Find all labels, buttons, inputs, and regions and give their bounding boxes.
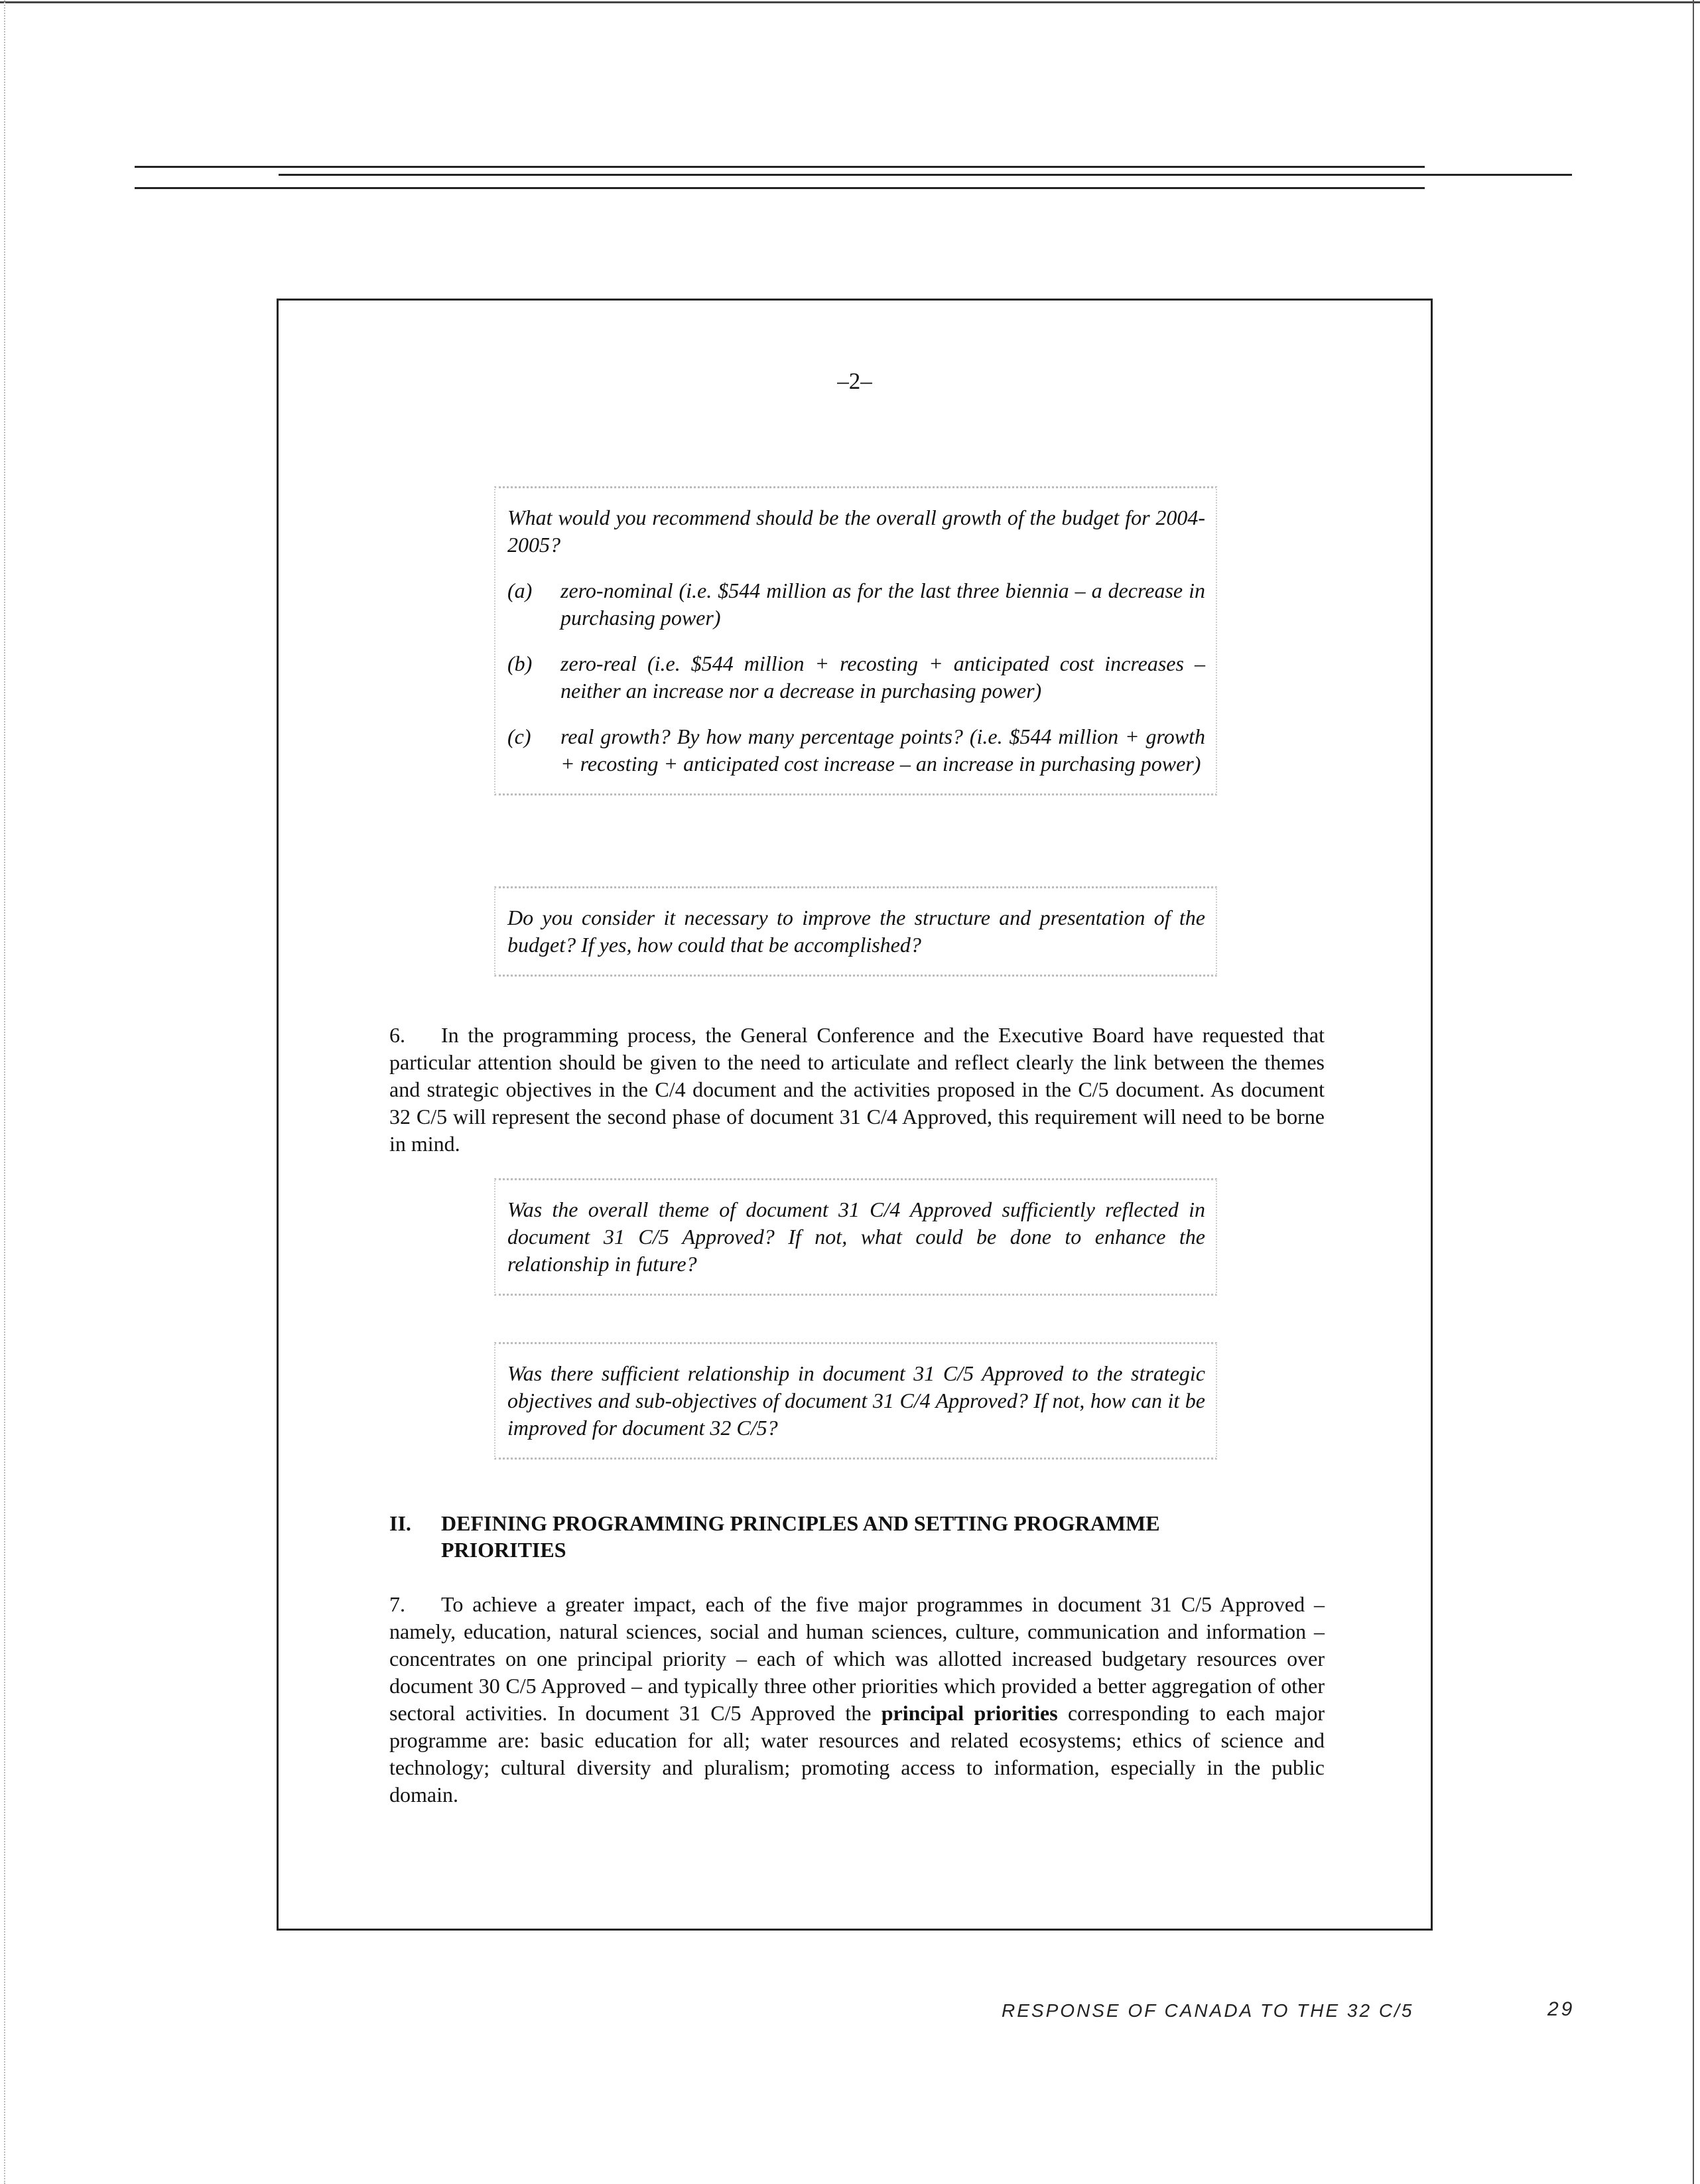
header-rule-3 [135, 187, 1425, 189]
footer-title: RESPONSE OF CANADA TO THE 32 C/5 [1002, 2000, 1414, 2021]
question-box-strategic-objectives [494, 1342, 1217, 1460]
scan-left-edge [4, 0, 5, 2184]
option-label: (c) [507, 724, 531, 748]
paragraph-bold-term: principal priorities [881, 1701, 1058, 1725]
footer-page-number: 29 [1547, 1998, 1575, 2020]
question-prompt: Do you consider it necessary to improve the structure and presentation of the budget? If yes, how could that be accomplished? [507, 906, 1205, 957]
option-text: zero-nominal (i.e. $544 million as for the last three biennia – a decrease in purchasing power) [560, 579, 1205, 630]
paragraph-text: In the programming process, the General Conference and the Executive Board have requested that particular attention should be given to the need to articulate and reflect clearly the link between the themes and strategic objectives in the C/4 document and the activities proposed in the C/5 document. As document 32 C/5 will represent the second phase of document 31 C/4 Approved, this requirement will need to be borne in mind. [389, 1023, 1325, 1156]
section-heading [389, 1510, 1252, 1563]
paragraph-number: 7. [389, 1592, 405, 1616]
option-text: zero-real (i.e. $544 million + recosting + anticipated cost increases – neither an increase nor a decrease in purchasing power) [560, 651, 1205, 703]
scan-right-edge [1693, 0, 1694, 2184]
section-number: II. [389, 1511, 411, 1535]
question-box-theme-reflection [494, 1178, 1217, 1296]
question-prompt: What would you recommend should be the overall growth of the budget for 2004-2005? [507, 506, 1205, 557]
option-label: (b) [507, 651, 533, 675]
scan-top-edge [0, 1, 1700, 3]
header-rule-1 [135, 166, 1425, 168]
paragraph-6 [389, 1022, 1325, 1158]
question-box-budget-structure [494, 886, 1217, 977]
question-prompt: Was there sufficient relationship in document 31 C/5 Approved to the strategic objectives and sub-objectives of document 31 C/4 Approved? If not, how can it be improved for document 32 C/5? [507, 1361, 1205, 1440]
option-label: (a) [507, 579, 533, 602]
page-number: –2– [837, 368, 872, 394]
option-text: real growth? By how many percentage points? (i.e. $544 million + growth + recosting + anticipated cost increase – an increase in purchasing power) [560, 724, 1205, 776]
question-prompt: Was the overall theme of document 31 C/4 Approved sufficiently reflected in document 31 C/5 Approved? If not, what could be done to enhance the relationship in future? [507, 1197, 1205, 1276]
header-rule-2 [279, 174, 1572, 176]
option-a [507, 577, 1205, 632]
paragraph-7 [389, 1591, 1325, 1809]
option-b [507, 650, 1205, 705]
section-title: DEFINING PROGRAMMING PRINCIPLES AND SETTING PROGRAMME PRIORITIES [441, 1511, 1160, 1562]
page-frame [277, 299, 1433, 1931]
question-box-budget-growth [494, 486, 1217, 795]
paragraph-number: 6. [389, 1023, 405, 1047]
paragraph-text-end: corresponding to each major programme are: basic education for all; water resources and related ecosystems; ethics of science and technology; cultural diversity and pluralism; promoting access to information, especially in the public domain. [389, 1701, 1325, 1807]
option-c [507, 723, 1205, 778]
paragraph-text-start: To achieve a greater impact, each of the five major programmes in document 31 C/5 Approved – namely, education, natural sciences, social and human sciences, culture, communication and information – concentrates on one principal priority – each of which was allotted increased budgetary resources over document 30 C/5 Approved – and typically three other priorities which provided a better aggregation of other sectoral activities. In document 31 C/5 Approved the [389, 1592, 1325, 1725]
